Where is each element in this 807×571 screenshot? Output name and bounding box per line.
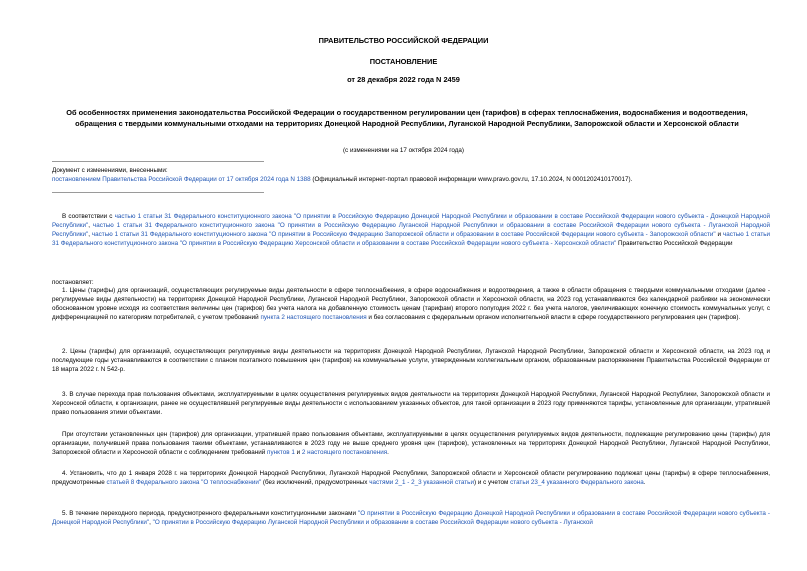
text-span: и xyxy=(715,230,723,238)
point-2-link[interactable]: пункта 2 настоящего постановления xyxy=(260,313,367,321)
paragraph-5 xyxy=(52,510,770,528)
paragraph-3: 3. В случае перехода прав пользования объектами, эксплуатируемыми в целях осуществления регулируемых видов деятельности на территориях Донецкой Народной Республики, Луганской Народной Республики, Запорожской области и Херсонской области, к организации, ранее не осуществлявшей регулируемые виды деятельности с использованием указанных объектов, для такой организации в 2023 году применяются тарифы, установленные для организации, утратившей право пользования этими объектами. xyxy=(52,391,770,416)
article-23-4-link[interactable]: статьи 23_4 указанного Федерального закона xyxy=(510,478,644,486)
text-span: и xyxy=(294,448,302,456)
law-link-lnr[interactable]: "О принятии в Российскую Федерацию Луганской Народной Республики и образовании в составе Российской Федерации нового субъекта - Луганской xyxy=(152,518,593,526)
law-link-dnr[interactable]: "О принятии в Российскую Федерацию Донецкой Народной Республики и образовании в составе Российской Федерации нового субъекта - Донецкой Народной Республики" xyxy=(52,510,770,526)
paragraph-3-continued xyxy=(52,431,770,458)
changes-note: (с изменениями на 17 октября 2024 года) xyxy=(342,147,465,154)
government-header: ПРАВИТЕЛЬСТВО РОССИЙСКОЙ ФЕДЕРАЦИИ xyxy=(318,36,489,45)
text-span: , xyxy=(88,230,92,238)
text-span: , xyxy=(149,518,153,526)
text-span: (без исключений, предусмотренных xyxy=(261,478,370,486)
text-span: При отсутствии установленных цен (тарифов) для организации, утратившей право пользования объектами, эксплуатируемыми в целях осуществления регулируемых видов деятельности, подлежащие регулированию цены (тарифы) для организации, получившей права пользования такими объектами, устанавливаются в 2023 году не выше среднего уровня цен (тарифов), установленных на территориях Донецкой Народной Республики, Луганской Народной Республики, Запорожской области и Херсонской области с соблюдением требований xyxy=(52,431,770,456)
postanovlyaet-line: постановляет: xyxy=(52,279,94,286)
text-span: ) и с учетом xyxy=(473,478,511,486)
text-span: . xyxy=(643,478,646,486)
document-type: ПОСТАНОВЛЕНИЕ xyxy=(369,57,438,66)
document-date-number: от 28 декабря 2022 года N 2459 xyxy=(347,75,460,84)
text-span: 1. Цены (тарифы) для организаций, осуществляющих регулируемые виды деятельности в сфере теплоснабжения, в сфере водоснабжения и водоотведения, а также в области обращения с твердыми коммунальными отходами (далее - регулируемые виды деятельности) на территориях Донецкой Народной Республики, Луганской Народной Республики, Запорожской области и Херсонской области, на 2023 год устанавливаются без календарной разбивки на экономически обоснованном уровне исходя из соответствия величины цен (тарифов) без учета налога на добавленную стоимость ценам (тарифам) второго полугодия 2022 г. без учета налогов, увеличивающих конечную стоимость коммунальных услуг, с дифференциацией по категориям потребителей, с учетом требований xyxy=(52,287,770,321)
law-link-zaporozhye[interactable]: частью 1 статьи 31 Федерального конституционного закона "О принятии в Российскую Федерацию Запорожской области и образовании в составе Российской Федерации нового субъекта - Запорожской области" xyxy=(91,230,716,238)
text-span: , xyxy=(88,221,93,229)
doc-changes-line xyxy=(52,176,772,185)
text-span: Правительство Российской Федерации xyxy=(616,239,733,247)
paragraph-4 xyxy=(52,470,770,488)
preamble-paragraph xyxy=(52,213,770,249)
point-1-link[interactable]: пунктов 1 xyxy=(267,448,295,456)
text-span: В соответствии с xyxy=(62,213,115,220)
amendment-link[interactable]: постановлением Правительства Российской Федерации от 17 октября 2024 года N 1388 xyxy=(52,175,311,183)
text-span: 4. Установить, что до 1 января 2028 г. на территориях Донецкой Народной Республики, Луганской Народной Республики, Запорожской области и Херсонской области регулированию подлежат цены (тарифы) в сфере теплоснабжения, предусмотренные xyxy=(52,470,770,486)
paragraph-2: 2. Цены (тарифы) для организаций, осуществляющих регулируемые виды деятельности на территориях Донецкой Народной Республики, Луганской Народной Республики, Запорожской области и Херсонской области, на 2023 год и последующие годы устанавливаются в соответствии с планом поэтапного повышения цен (тарифов) на коммунальные услуги, утвержденным коллегиальным органом, образованным распоряжением Правительства Российской Федерации от 18 марта 2022 г. N 542-р. xyxy=(52,348,770,373)
article-8-link[interactable]: статьей 8 Федерального закона "О теплоснабжении" xyxy=(106,478,262,486)
text-span: 5. В течение переходного периода, предусмотренного федеральными конституционными законами xyxy=(62,510,358,517)
text-span: . xyxy=(387,448,389,456)
law-link-lnr[interactable]: частью 1 статьи 31 Федерального конституционного закона "О принятии в Российскую Федерацию Луганской Народной Республики и образовании в составе Российской Федерации нового субъекта - Луганской Народной Республики" xyxy=(52,221,770,238)
doc-changes-source: (Официальный интернет-портал правовой информации www.pravo.gov.ru, 17.10.2024, N 0001202410170017). xyxy=(310,175,633,183)
parts-link[interactable]: частями 2_1 - 2_3 указанной статьи xyxy=(369,478,474,486)
doc-changes-label: Документ с изменениями, внесенными: xyxy=(52,167,168,174)
document-title: Об особенностях применения законодательства Российской Федерации о государственном регулировании цен (тарифов) в сферах теплоснабжения, водоснабжения и водоотведения, обращения с твердыми коммунальными отходами на территориях Донецкой Народной Республики, Луганской Народной Республики, Запорожской области и Херсонской области xyxy=(66,108,748,128)
point-2-link[interactable]: 2 настоящего постановления xyxy=(301,448,388,456)
law-link-dnr[interactable]: частью 1 статьи 31 Федерального конституционного закона "О принятии в Российскую Федерацию Донецкой Народной Республики и образовании в составе Российской Федерации нового субъекта - Донецкой Народной Республики" xyxy=(52,213,770,229)
divider-top xyxy=(52,161,264,162)
text-span: и без согласования с федеральным органом исполнительной власти в сфере государственного регулирования цен (тарифов). xyxy=(366,313,741,321)
doc-changes-block xyxy=(52,167,772,185)
law-link-kherson[interactable]: частью 1 статьи 31 Федерального конституционного закона "О принятии в Российскую Федерацию Херсонской области и образовании в составе Российской Федерации нового субъекта - Херсонской области" xyxy=(52,230,771,247)
paragraph-1 xyxy=(52,287,770,323)
divider-bottom xyxy=(52,192,264,193)
